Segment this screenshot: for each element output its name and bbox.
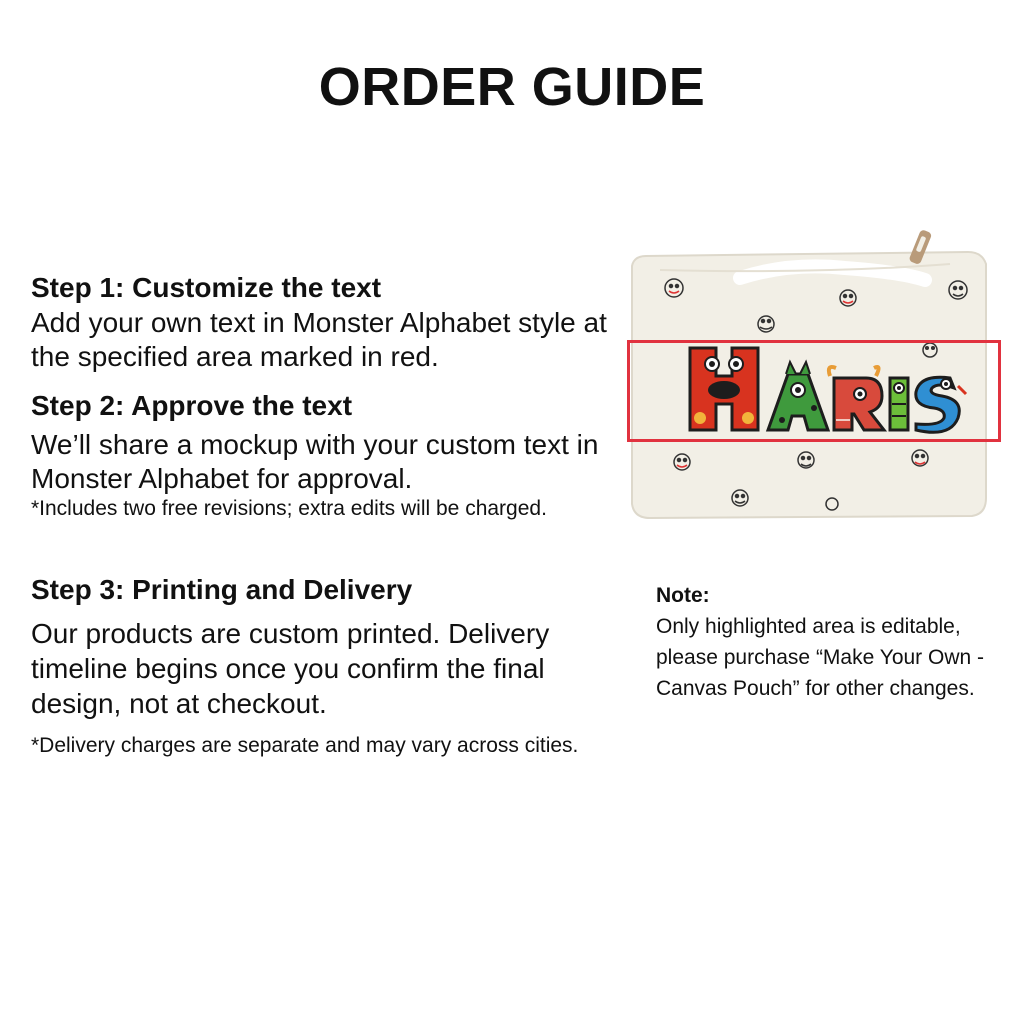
step-2-footnote: *Includes two free revisions; extra edits will be charged. [31, 497, 547, 520]
step-3-heading: Step 3: Printing and Delivery [31, 574, 413, 605]
note-box [656, 580, 1006, 704]
step-2-heading: Step 2: Approve the text [31, 390, 353, 421]
step-3-body: Our products are custom printed. Delivery timeline begins once you confirm the final design, not at checkout. [31, 618, 550, 719]
step-1-body: Add your own text in Monster Alphabet style at the specified area marked in red. [31, 307, 607, 372]
note-heading: Note: [656, 584, 710, 607]
editable-area-highlight [627, 340, 1001, 442]
pouch-mockup [620, 228, 1010, 528]
step-1-heading: Step 1: Customize the text [31, 272, 382, 303]
step-2 [31, 390, 631, 522]
step-3 [31, 574, 631, 759]
note-body: Only highlighted area is editable, please purchase “Make Your Own - Canvas Pouch” for other changes. [656, 615, 985, 700]
step-1 [31, 272, 631, 374]
page-title: ORDER GUIDE [318, 57, 706, 117]
step-3-footnote: *Delivery charges are separate and may vary across cities. [31, 734, 579, 757]
step-2-body: We’ll share a mockup with your custom text in Monster Alphabet for approval. [31, 429, 599, 494]
